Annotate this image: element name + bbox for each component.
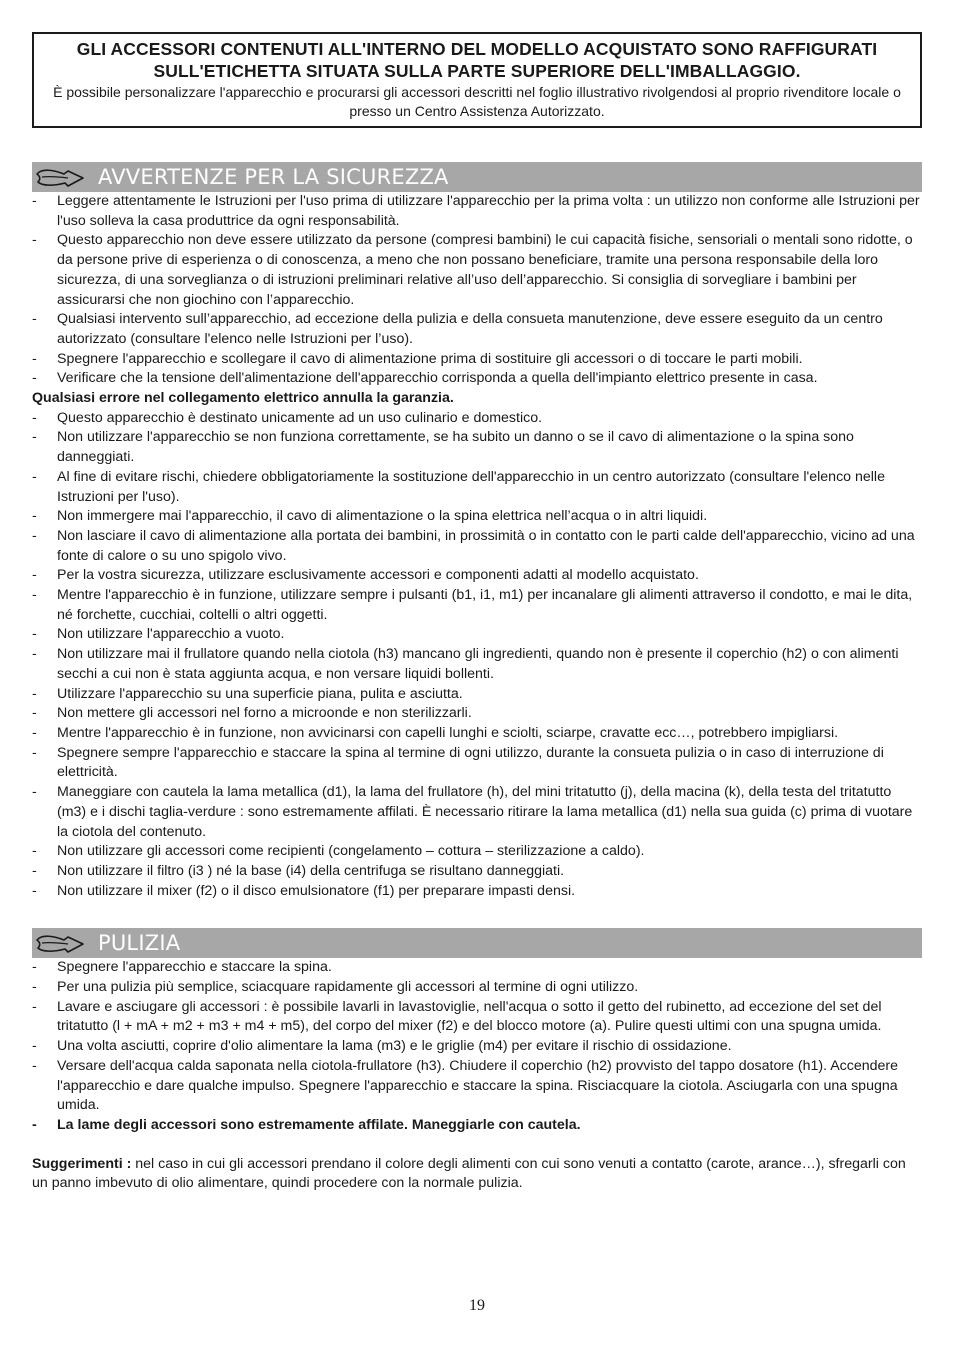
safety-list-part-2 — [32, 409, 922, 902]
tips-label: Suggerimenti : — [32, 1155, 132, 1172]
cleaning-section-title: PULIZIA — [98, 931, 181, 956]
list-item: - Maneggiare con cautela la lama metallica (d1), la lama del frullatore (h), del mini tritatutto (j), della macina (k), della testa del tritatutto (m3) e i dischi taglia-verdure : sono estremamente affilati. È necessario ritirare la lama metallica (d1) nella sua guida (c) prima di vuotare la ciotola del contenuto. — [32, 783, 922, 842]
list-item: - Non utilizzare l'apparecchio a vuoto. — [32, 625, 922, 645]
page-number: 19 — [469, 1297, 485, 1314]
list-item: - Qualsiasi intervento sull’apparecchio, ad eccezione della pulizia e della consueta manutenzione, deve essere eseguito da un centro autorizzato (consultare l'elenco nelle Istruzioni per l’uso). — [32, 310, 922, 349]
list-item: - Non immergere mai l'apparecchio, il cavo di alimentazione o la spina elettrica nell’acqua o in altri liquidi. — [32, 507, 922, 527]
list-item: - Al fine di evitare rischi, chiedere obbligatoriamente la sostituzione dell'apparecchio in un centro autorizzato (consultare l'elenco nelle Istruzioni per l'uso). — [32, 468, 922, 507]
tips-paragraph — [32, 1155, 922, 1194]
cleaning-section-header — [32, 928, 922, 958]
accessories-notice-box — [32, 32, 922, 128]
notice-text: È possibile personalizzare l'apparecchio e procurarsi gli accessori descritti nel foglio illustrativo rivolgendosi al proprio rivenditore locale o presso un Centro Assistenza Autorizzato. — [53, 84, 901, 119]
list-item: - Per una pulizia più semplice, sciacquare rapidamente gli accessori al termine di ogni utilizzo. — [32, 978, 922, 998]
list-item: - Spegnere sempre l'apparecchio e staccare la spina al termine di ogni utilizzo, durante la consueta pulizia o in caso di interruzione di elettricità. — [32, 744, 922, 783]
arrow-icon — [34, 928, 88, 958]
list-item: - Mentre l'apparecchio è in funzione, utilizzare sempre i pulsanti (b1, i1, m1) per incanalare gli alimenti attraverso il condotto, e mai le dita, né forchette, cucchiai, coltelli o altri oggetti. — [32, 586, 922, 625]
list-item: - Non utilizzare il mixer (f2) o il disco emulsionatore (f1) per preparare impasti densi. — [32, 882, 922, 902]
list-item: - Utilizzare l'apparecchio su una superficie piana, pulita e asciutta. — [32, 685, 922, 705]
list-item: - Una volta asciutti, coprire d'olio alimentare la lama (m3) e le griglie (m4) per evitare il rischio di ossidazione. — [32, 1037, 922, 1057]
list-item: - Non mettere gli accessori nel forno a microonde e non sterilizzarli. — [32, 704, 922, 724]
list-item: - Non utilizzare il filtro (i3 ) né la base (i4) della centrifuga se risultano danneggiati. — [32, 862, 922, 882]
list-item: - Lavare e asciugare gli accessori : è possibile lavarli in lavastoviglie, nell'acqua o sotto il getto del rubinetto, ad eccezione del set del tritatutto (l + mA + m2 + m3 + m4 + m5), del corpo del mixer (f2) e del blocco motore (a). Pulire questi ultimi con una spugna umida. — [32, 998, 922, 1037]
list-item: - Non utilizzare mai il frullatore quando nella ciotola (h3) mancano gli ingredienti, quando non è presente il coperchio (h2) o con alimenti secchi a cui non è stata aggiunta acqua, e non versare liquidi bollenti. — [32, 645, 922, 684]
list-item: - Non lasciare il cavo di alimentazione alla portata dei bambini, in prossimità o in contatto con le parti calde dell'apparecchio, vicino ad una fonte di calore o su uno spigolo vivo. — [32, 527, 922, 566]
list-item: - Non utilizzare gli accessori come recipienti (congelamento – cottura – sterilizzazione a caldo). — [32, 842, 922, 862]
tips-text: nel caso in cui gli accessori prendano il colore degli alimenti con cui sono venuti a contatto (carote, arance…), sfregarli con un panno imbevuto di olio alimentare, quindi procedere con la normale pulizia. — [32, 1155, 906, 1192]
list-item: - Per la vostra sicurezza, utilizzare esclusivamente accessori e componenti adatti al modello acquistato. — [32, 566, 922, 586]
list-item: - Questo apparecchio non deve essere utilizzato da persone (compresi bambini) le cui capacità fisiche, sensoriali o mentali sono ridotte, o da persone prive di esperienza o di conoscenza, a meno che non possano beneficiare, tramite una persona responsabile della loro sicurezza, di una sorveglianza o di istruzioni preliminari relative all’uso dell’apparecchio. Si consiglia di sorvegliare i bambini per assicurarsi che non giochino con l’apparecchio. — [32, 231, 922, 310]
list-item: - Non utilizzare l'apparecchio se non funziona correttamente, se ha subito un danno o se il cavo di alimentazione o la spina sono danneggiati. — [32, 428, 922, 467]
safety-section-title: AVVERTENZE PER LA SICUREZZA — [98, 165, 449, 189]
list-item: - Verificare che la tensione dell'alimentazione dell'apparecchio corrisponda a quella dell'impianto elettrico presente in casa. — [32, 369, 922, 389]
list-item: - Spegnere l'apparecchio e staccare la spina. — [32, 958, 922, 978]
list-item: - Mentre l'apparecchio è in funzione, non avvicinarsi con capelli lunghi e sciolti, sciarpe, cravatte ecc…, potrebbero impigliarsi. — [32, 724, 922, 744]
manual-page — [32, 32, 922, 1194]
list-item: - Questo apparecchio è destinato unicamente ad un uso culinario e domestico. — [32, 409, 922, 429]
arrow-icon — [34, 162, 88, 192]
warranty-warning: Qualsiasi errore nel collegamento elettrico annulla la garanzia. — [32, 390, 454, 407]
list-item: - Spegnere l'apparecchio e scollegare il cavo di alimentazione prima di sostituire gli accessori o di toccare le parti mobili. — [32, 350, 922, 370]
cleaning-list — [32, 958, 922, 1135]
safety-list-part-1 — [32, 192, 922, 389]
safety-section-header — [32, 162, 922, 192]
list-item: - Versare dell'acqua calda saponata nella ciotola-frullatore (h3). Chiudere il coperchio (h2) provvisto del tappo dosatore (h1). Accendere l'apparecchio e dare qualche impulso. Spegnere l'apparecchio e staccare la spina. Risciacquare la ciotola. Asciugarla con una spugna umida. — [32, 1057, 922, 1116]
list-item: - Leggere attentamente le Istruzioni per l'uso prima di utilizzare l'apparecchio per la prima volta : un utilizzo non conforme alle Istruzioni per l'uso solleva la casa produttrice da ogni responsabilità. — [32, 192, 922, 231]
notice-title: GLI ACCESSORI CONTENUTI ALL'INTERNO DEL MODELLO ACQUISTATO SONO RAFFIGURATI SULL'ETICHETTA SITUATA SULLA PARTE SUPERIORE DELL'IMBALLAGGIO. — [76, 39, 878, 81]
blade-warning-item: - La lame degli accessori sono estremamente affilate. Maneggiarle con cautela. — [32, 1116, 922, 1136]
